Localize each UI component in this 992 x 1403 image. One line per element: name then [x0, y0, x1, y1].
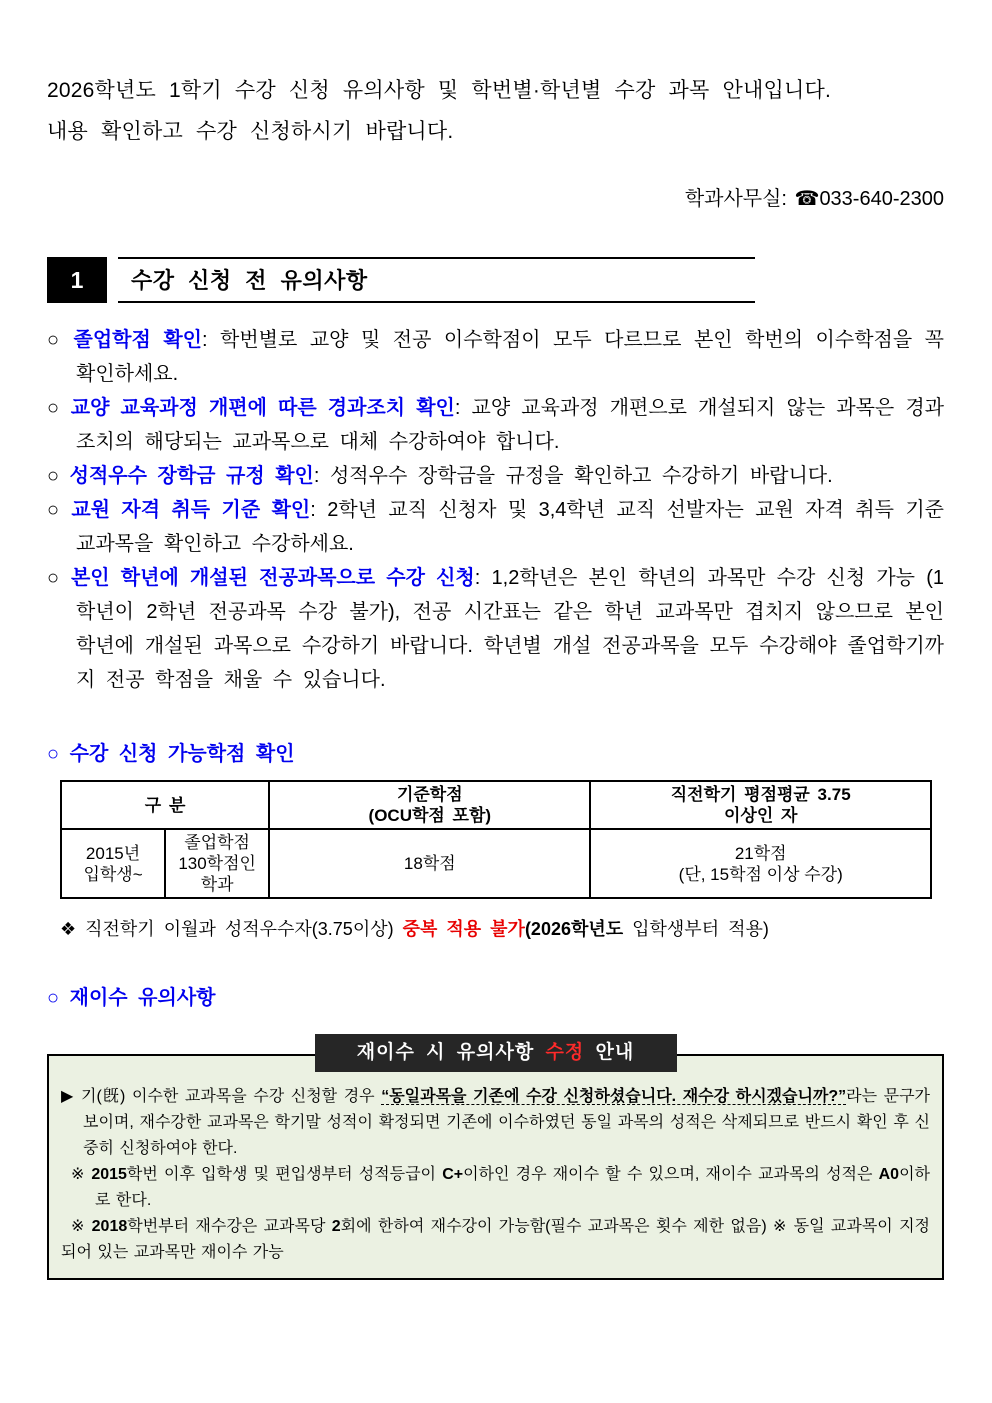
credit-limit-heading: [47, 737, 944, 766]
col-standard-credits-header: [269, 781, 590, 829]
note-label: 교원 자격 취득 기준 확인: [71, 499, 311, 521]
intro-line-1: 2026학년도 1학기 수강 신청 유의사항 및 학번별·학년별 수강 과목 안내입니다.: [47, 79, 832, 102]
retake-notice-title-bar: 재이수 시 유의사항 수정 안내: [315, 1034, 677, 1072]
circle-bullet-icon: ○: [47, 397, 60, 419]
circle-bullet-icon: ○: [47, 987, 60, 1009]
intro-line-2: 내용 확인하고 수강 신청하시기 바랍니다.: [47, 120, 454, 143]
retake-note-1: ▶ 기(旣) 이수한 교과목을 수강 신청할 경우 “동일과목을 기존에 수강 신청하셨습니다. 재수강 하시겠습니까?”라는 문구가 보이며, 재수강한 교과목은 학기말 성적이 확정되면 기존에 이수하였던 동일 과목의 성적은 삭제되므로 반드시 확인 후 신중히 신청하여야 한다.: [61, 1088, 930, 1157]
header-line: 기준학점: [396, 785, 463, 804]
note-major-courses-by-year: [47, 561, 944, 697]
circle-bullet-icon: ○: [47, 465, 60, 487]
section-title: 수강 신청 전 유의사항: [131, 268, 368, 293]
cell-line: 입학생~: [83, 864, 143, 884]
cell-gpa-credits: [590, 829, 931, 898]
cell-cohort: [61, 829, 165, 898]
section-title-rule: [118, 257, 755, 303]
note-text: 학번별로 교양 및 전공 이수학점이 모두 다르므로 본인 학번의 이수학점을 꼭 확인하세요.: [76, 329, 944, 385]
note-separator: :: [313, 465, 330, 487]
retake-notice-heading: [47, 981, 944, 1010]
note-curriculum-transition: [47, 391, 944, 459]
circle-bullet-icon: ○: [47, 329, 62, 351]
table-header-row: [61, 781, 931, 829]
note-separator: :: [201, 329, 221, 351]
credit-limit-heading-text: 수강 신청 가능학점 확인: [69, 743, 295, 765]
cell-standard-credits: 18학점: [269, 829, 590, 898]
note-separator: :: [474, 567, 492, 589]
note-teacher-certification: [47, 493, 944, 561]
note-text: 교양 교육과정 개편으로 개설되지 않는 과목은 경과조치의 해당되는 교과목으로 대체 수강하여야 합니다.: [76, 397, 944, 453]
section-1-header: [47, 257, 944, 303]
retake-notice-heading-text: 재이수 유의사항: [69, 987, 216, 1009]
note-label: 졸업학점 확인: [73, 329, 202, 351]
cell-line: (단, 15학점 이상 수강): [678, 864, 843, 884]
intro-paragraph: [47, 70, 944, 152]
col-gpa-bonus-header: [590, 781, 931, 829]
note-separator: :: [454, 397, 472, 419]
note-graduation-credits: [47, 323, 944, 391]
note-label: 성적우수 장학금 규정 확인: [69, 465, 314, 487]
cell-line: 21학점: [734, 843, 787, 863]
circle-bullet-icon: ○: [47, 743, 60, 765]
note-label: 본인 학년에 개설된 전공과목으로 수강 신청: [70, 567, 475, 589]
cell-line: 2015년: [85, 843, 141, 863]
header-line: 이상인 자: [723, 806, 798, 825]
note-text: 1,2학년은 본인 학년의 과목만 수강 신청 가능 (1학년이 2학년 전공과목 수강 불가), 전공 시간표는 같은 학년 교과목만 겹치지 않으므로 본인 학년에 개설된 과목으로 수강하기 바랍니다. 학년별 개설 전공과목을 모두 수강해야 졸업학기까지 전공 학점을 채울 수 있습니다.: [76, 567, 944, 691]
cell-department: 졸업학점 130학점인 학과: [165, 829, 269, 898]
note-text: 성적우수 장학금을 규정을 확인하고 수강하기 바랍니다.: [329, 465, 833, 487]
section-number-badge: 1: [47, 257, 107, 303]
col-category-header: 구 분: [61, 781, 269, 829]
header-line: (OCU학점 포함): [368, 806, 492, 825]
note-label: 교양 교육과정 개편에 따른 경과조치 확인: [70, 397, 455, 419]
table-data-row: [61, 829, 931, 898]
note-scholarship-rules: [47, 459, 944, 493]
department-office-contact: 학과사무실: ☎033-640-2300: [684, 188, 944, 210]
credit-limit-table: [60, 780, 932, 899]
retake-notice-box: [47, 1054, 944, 1280]
retake-note-3: ※ 2018학번부터 재수강은 교과목당 2회에 한하여 재수강이 가능함(필수 교과목은 횟수 제한 없음) ※ 동일 교과목이 지정되어 있는 교과목만 재이수 가능: [61, 1218, 931, 1261]
retake-note-2: ※ 2015학번 이후 입학생 및 편입생부터 성적등급이 C+이하인 경우 재이수 할 수 있으며, 재이수 교과목의 성적은 A0이하로 한다.: [71, 1166, 930, 1209]
note-separator: :: [310, 499, 328, 521]
pre-registration-notes: [47, 323, 944, 697]
circle-bullet-icon: ○: [47, 499, 60, 521]
note-text: 2학년 교직 신청자 및 3,4학년 교직 선발자는 교원 자격 취득 기준 교과목을 확인하고 수강하세요.: [76, 499, 944, 555]
no-duplicate-note: ❖ 직전학기 이월과 성적우수자(3.75이상) 중복 적용 불가(2026학년도 입학생부터 적용): [60, 919, 769, 939]
circle-bullet-icon: ○: [47, 567, 60, 589]
header-line: 직전학기 평점평균 3.75: [670, 785, 851, 804]
